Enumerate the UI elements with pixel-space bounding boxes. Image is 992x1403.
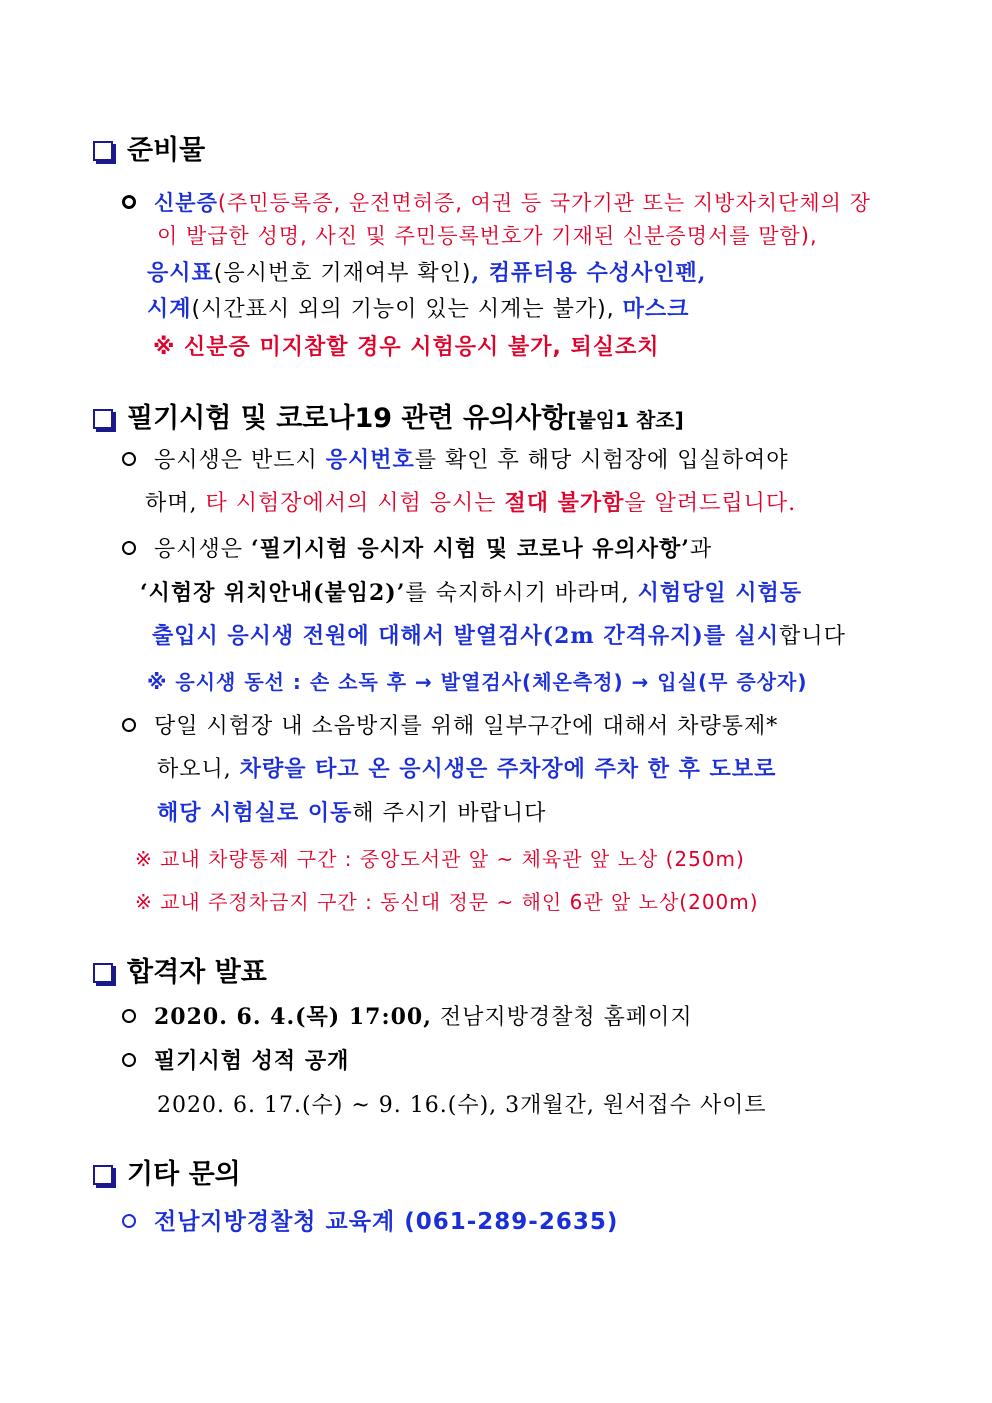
supplies-line-3: 응시표(응시번호 기재여부 확인), 컴퓨터용 수성사인펜, bbox=[147, 260, 707, 286]
results-score-title: 필기시험 성적 공개 bbox=[122, 1044, 349, 1075]
checkbox-square-icon bbox=[93, 963, 113, 983]
notice-para-2-line-2: ‘시험장 위치안내(붙임2)’를 숙지하시기 바라며, 시험당일 시험동 bbox=[140, 580, 803, 606]
section-heading-results: 합격자 발표 bbox=[93, 950, 267, 989]
circle-bullet-icon bbox=[122, 1009, 136, 1023]
circle-bullet-icon bbox=[122, 195, 136, 209]
notice-para-3-line-1: 당일 시험장 내 소음방지를 위해 일부구간에 대해서 차량통제* bbox=[122, 709, 778, 740]
section-heading-supplies: 준비물 bbox=[93, 128, 205, 167]
circle-bullet-icon bbox=[122, 1214, 136, 1228]
circle-bullet-icon bbox=[122, 541, 136, 555]
notice-para-3-line-3: 해당 시험실로 이동해 주시기 바랍니다 bbox=[157, 800, 547, 826]
notice-route-note: ※ 응시생 동선 : 손 소독 후 → 발열검사(체온측정) → 입실(무 증상자) bbox=[147, 670, 808, 694]
checkbox-square-icon bbox=[93, 409, 113, 429]
results-date-line: 2020. 6. 4.(목) 17:00, 전남지방경찰청 홈페이지 bbox=[122, 1000, 693, 1031]
results-score-period: 2020. 6. 17.(수) ~ 9. 16.(수), 3개월간, 원서접수 사이트 bbox=[157, 1093, 767, 1118]
section-heading-contact: 기타 문의 bbox=[93, 1152, 241, 1191]
supplies-warning: ※ 신분증 미지참할 경우 시험응시 불가, 퇴실조치 bbox=[153, 335, 660, 360]
notice-para-2-line-3: 출입시 응시생 전원에 대해서 발열검사(2m 간격유지)를 실시합니다 bbox=[152, 623, 846, 649]
contact-line: 전남지방경찰청 교육계 (061-289-2635) bbox=[122, 1203, 618, 1236]
notice-para-1-line-1: 응시생은 반드시 응시번호를 확인 후 해당 시험장에 입실하여야 bbox=[122, 443, 789, 474]
section-heading-notice: 필기시험 및 코로나19 관련 유의사항[붙임1 참조] bbox=[93, 396, 684, 435]
notice-para-3-line-2: 하오니, 차량을 타고 온 응시생은 주차장에 주차 한 후 도보로 bbox=[157, 756, 777, 782]
notice-traffic-zone: ※ 교내 차량통제 구간 : 중앙도서관 앞 ~ 체육관 앞 노상 (250m) bbox=[135, 847, 745, 871]
checkbox-square-icon bbox=[93, 141, 113, 161]
notice-para-1-line-2: 하며, 타 시험장에서의 시험 응시는 절대 불가함을 알려드립니다. bbox=[145, 490, 797, 516]
circle-bullet-icon bbox=[122, 452, 136, 466]
notice-para-2-line-1: 응시생은 ‘필기시험 응시자 시험 및 코로나 유의사항’과 bbox=[122, 532, 712, 563]
notice-no-parking-zone: ※ 교내 주정차금지 구간 : 동신대 정문 ~ 해인 6관 앞 노상(200m) bbox=[135, 890, 759, 914]
supplies-line-1: 신분증(주민등록증, 운전면허증, 여권 등 국가기관 또는 지방자치단체의 장 bbox=[122, 187, 871, 217]
circle-bullet-icon bbox=[122, 718, 136, 732]
supplies-line-2: 이 발급한 성명, 사진 및 주민등록번호가 기재된 신분증명서를 말함), bbox=[157, 224, 818, 248]
circle-bullet-icon bbox=[122, 1053, 136, 1067]
checkbox-square-icon bbox=[93, 1165, 113, 1185]
supplies-line-4: 시계(시간표시 외의 기능이 있는 시계는 불가), 마스크 bbox=[147, 296, 690, 322]
